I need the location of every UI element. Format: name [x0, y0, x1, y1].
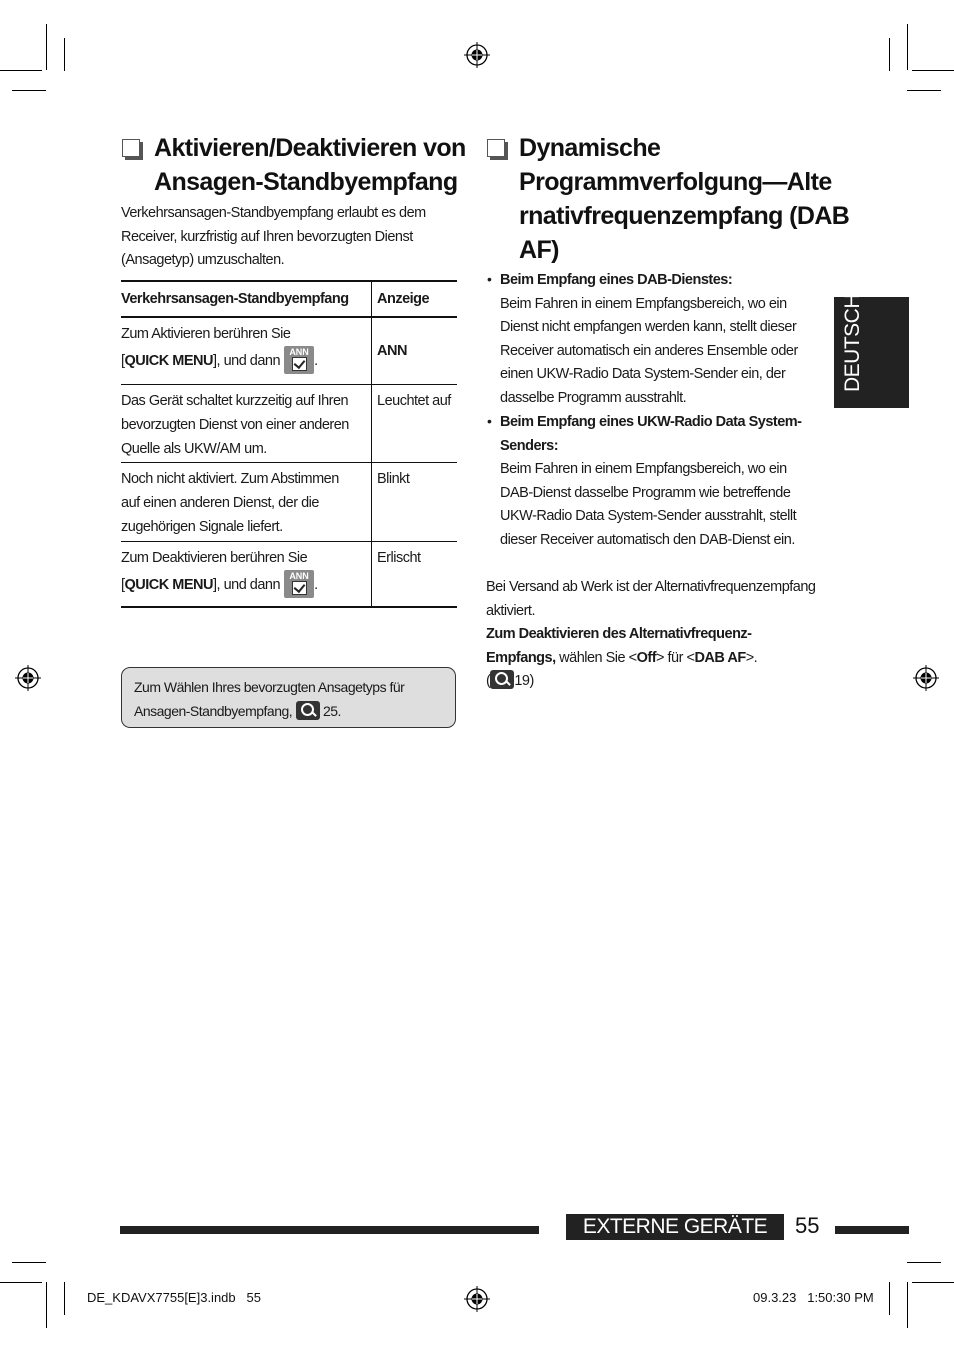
note-line	[134, 699, 404, 723]
table-header-description: Verkehrsansagen-Standbyempfang	[121, 291, 349, 307]
heading-line: Ansagen-Standbyempfang	[154, 168, 458, 196]
bracket: [	[121, 353, 125, 369]
language-tab	[834, 293, 909, 408]
row-text: bevorzugten Dienst von einer anderen	[121, 417, 349, 433]
intro-line: Receiver, kurzfristig auf Ihren bevorzugten Dienst	[121, 228, 413, 245]
checkbox-icon	[292, 357, 307, 371]
bullet-item	[500, 269, 830, 411]
crop-mark	[12, 90, 46, 91]
table-status: ANN	[377, 343, 407, 359]
registration-mark-icon	[464, 42, 490, 68]
row-text: Quelle als UKW/AM um.	[121, 441, 267, 457]
left-intro	[121, 202, 461, 273]
footer-section-label: EXTERNE GERÄTE	[566, 1214, 784, 1240]
row-text: zugehörigen Signale liefert.	[121, 519, 283, 535]
row-text: Zum Aktivieren berühren Sie	[121, 326, 291, 342]
ref-paren: (	[486, 673, 491, 690]
dab-af-option: DAB AF	[694, 649, 746, 666]
footer-bar	[835, 1226, 909, 1234]
row-text-after: ], und dann	[212, 353, 281, 369]
crop-mark	[0, 70, 42, 71]
heading-line: Programmverfolgung—Alte	[519, 168, 832, 196]
crop-mark	[12, 1262, 46, 1263]
table-rule	[121, 316, 457, 318]
bullet-item	[500, 411, 830, 553]
bullet-line: dasselbe Programm ausstrahlt.	[500, 389, 687, 406]
crop-mark	[889, 1282, 890, 1315]
quick-menu-key: QUICK MENU	[124, 577, 213, 593]
intro-line: (Ansagetyp) umzuschalten.	[121, 252, 285, 269]
bullet-icon: •	[487, 271, 492, 287]
table-row	[121, 389, 369, 461]
crop-mark	[46, 24, 47, 70]
bullet-line: einen UKW-Radio Data System-Sender ein, der	[500, 366, 786, 383]
reference-line	[486, 670, 831, 694]
right-heading	[519, 131, 849, 267]
heading-line: Dynamische	[519, 134, 661, 162]
bullet-line: dieser Receiver automatisch den DAB-Dienst ein.	[500, 531, 795, 548]
print-file-info: DE_KDAVX7755[E]3.indb 55	[87, 1290, 261, 1305]
bullet-title: Senders:	[500, 437, 559, 454]
crop-mark	[912, 1282, 954, 1283]
row-text	[121, 346, 369, 374]
table-rule	[121, 541, 457, 542]
bullet-line: Beim Fahren in einem Empfangsbereich, wo ein	[500, 295, 787, 312]
table-row	[121, 546, 369, 598]
row-text: auf einen anderen Dienst, der die	[121, 495, 319, 511]
bullet-line: UKW-Radio Data System-Sender ausstrahlt, stellt	[500, 508, 797, 525]
heading-line: AF)	[519, 236, 559, 264]
registration-mark-icon	[464, 1286, 490, 1312]
checkbox-icon	[292, 581, 307, 595]
table-row	[121, 467, 369, 539]
deactivate-title: Zum Deaktivieren des Alternativfrequenz-	[486, 626, 752, 643]
quick-menu-key: QUICK MENU	[124, 353, 213, 369]
registration-mark-icon	[913, 665, 939, 691]
bullet-icon: •	[487, 413, 492, 429]
crop-mark	[46, 1282, 47, 1328]
table-header-display: Anzeige	[377, 291, 430, 307]
crop-mark	[64, 1282, 65, 1315]
note-line: Zum Wählen Ihres bevorzugten Ansagetyps für	[134, 679, 405, 695]
magnifier-reference-icon	[490, 670, 514, 689]
bullet-line: DAB-Dienst dasselbe Programm wie betreffende	[500, 484, 791, 501]
crop-mark	[912, 70, 954, 71]
heading-line: rnativfrequenzempfang (DAB	[519, 202, 850, 230]
table-rule	[121, 384, 457, 385]
page-reference: 25.	[322, 703, 341, 719]
ann-icon-label: ANN	[289, 571, 309, 581]
deactivate-text: >.	[745, 649, 758, 666]
footer-bar	[120, 1226, 539, 1234]
table-rule	[121, 606, 457, 608]
row-text	[121, 570, 369, 598]
deactivate-text: wählen Sie <	[559, 649, 637, 666]
table-status: Erlischt	[377, 550, 421, 566]
table-status: Leuchtet auf	[377, 393, 451, 409]
crop-mark	[0, 1282, 42, 1283]
ann-icon	[284, 570, 314, 598]
factory-line: Bei Versand ab Werk ist der Alternativfrequenzempfang	[486, 579, 816, 595]
row-text: Zum Deaktivieren berühren Sie	[121, 550, 308, 566]
table-status: Blinkt	[377, 471, 410, 487]
note-text	[134, 675, 404, 723]
crop-mark	[907, 24, 908, 70]
factory-note	[486, 576, 831, 694]
bullet-title: Beim Empfang eines UKW-Radio Data System-	[500, 414, 802, 430]
row-text-after: ], und dann	[212, 577, 281, 593]
intro-line: Verkehrsansagen-Standbyempfang erlaubt es dem	[121, 205, 426, 221]
heading-line: Aktivieren/Deaktivieren von	[154, 134, 466, 162]
crop-mark	[907, 1262, 941, 1263]
period: .	[314, 577, 318, 593]
deactivate-text: > für <	[656, 649, 695, 666]
row-text: Noch nicht aktiviert. Zum Abstimmen	[121, 471, 339, 487]
crop-mark	[907, 1282, 908, 1328]
row-text: Das Gerät schaltet kurzzeitig auf Ihren	[121, 393, 349, 409]
ann-icon-label: ANN	[289, 347, 309, 357]
bullet-line: Receiver automatisch ein anderes Ensemble oder	[500, 342, 798, 359]
bullet-title: Beim Empfang eines DAB-Dienstes:	[500, 272, 733, 288]
bullet-line: Beim Fahren in einem Empfangsbereich, wo ein	[500, 461, 787, 478]
crop-mark	[889, 38, 890, 71]
heading-square-icon	[487, 139, 505, 157]
off-option: Off	[636, 649, 657, 666]
factory-line: aktiviert.	[486, 602, 535, 619]
magnifier-reference-icon	[296, 701, 320, 720]
language-tab-label: DEUTSCH	[841, 293, 864, 392]
note-line-text: Ansagen-Standbyempfang,	[134, 703, 293, 719]
crop-mark	[64, 38, 65, 71]
page-reference: 19)	[514, 673, 534, 690]
page-number: 55	[795, 1213, 820, 1238]
table-rule	[121, 462, 457, 463]
bullet-line: Dienst nicht empfangen werden kann, stellt dieser	[500, 319, 797, 336]
table-row	[121, 322, 369, 374]
heading-square-icon	[122, 139, 140, 157]
registration-mark-icon	[15, 665, 41, 691]
bracket: [	[121, 577, 125, 593]
crop-mark	[907, 90, 941, 91]
deactivate-title-end: Empfangs,	[486, 649, 556, 666]
period: .	[314, 353, 318, 369]
table-rule	[121, 280, 457, 282]
deactivate-line	[486, 647, 831, 671]
ann-icon	[284, 346, 314, 374]
note-box	[121, 667, 456, 728]
table-column-rule	[371, 281, 372, 607]
print-date-info: 09.3.23 1:50:30 PM	[753, 1290, 874, 1305]
left-heading	[154, 131, 466, 199]
